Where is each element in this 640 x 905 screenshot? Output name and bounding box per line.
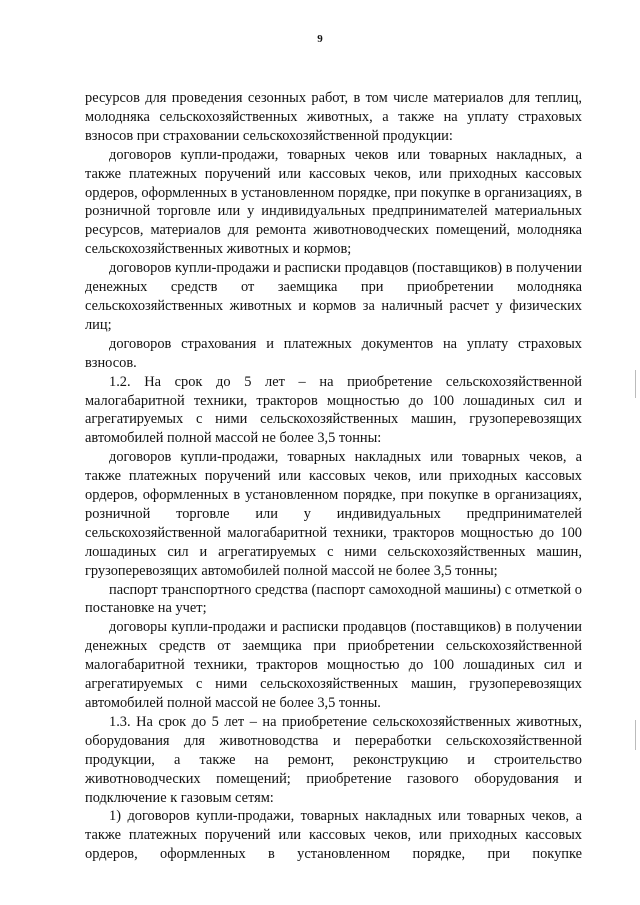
paragraph: договоров купли-продажи и расписки продавцов (поставщиков) в получении денежных средств от заемщика при приобретении молодняка сельскохозяйственных животных и кормов за наличный расчет у физических лиц; [85, 260, 582, 333]
document-body [85, 89, 582, 864]
page-number: 9 [317, 33, 323, 45]
paragraph: договоров купли-продажи, товарных чеков или товарных накладных, а также платежных поручений или кассовых чеков, или приходных кассовых ордеров, оформленных в установленном порядке, при покупке в организациях, в розничной торговле или у индивидуальных предпринимателей материальных ресурсов, материалов для ремонта животноводческих помещений, молодняка сельскохозяйственных животных и кормов; [85, 146, 582, 258]
paragraph: договоров купли-продажи, товарных накладных или товарных чеков, а также платежных поручений или кассовых чеков, или приходных кассовых ордеров, оформленных в установленном порядке, при покупке в организациях, розничной торговле или у индивидуальных предпринимателей сельскохозяйственной малогабаритной техники, тракторов мощностью до 100 лошадиных сил и агрегатируемых с ними сельскохозяйственных машин, грузоперевозящих автомобилей полной массой не более 3,5 тонны; [85, 449, 582, 579]
paragraph: договоров страхования и платежных документов на уплату страховых взносов. [85, 335, 582, 371]
paragraph-continuation: ресурсов для проведения сезонных работ, в том числе материалов для теплиц, молодняка сельскохозяйственных животных, а также на уплату страховых взносов при страховании сельскохозяйственной продукции: [85, 90, 582, 144]
scan-edge-mark [635, 720, 636, 750]
scan-edge-mark [635, 370, 636, 398]
paragraph: договоры купли-продажи и расписки продавцов (поставщиков) в получении денежных средств от заемщика при приобретении сельскохозяйственной малогабаритной техники, тракторов мощностью до 100 лошадиных сил и агрегатируемых с ними сельскохозяйственных машин, грузоперевозящих автомобилей полной массой не более 3,5 тонны. [85, 619, 582, 711]
paragraph-item-1-3: 1.3. На срок до 5 лет – на приобретение сельскохозяйственных животных, оборудования для животноводства и переработки сельскохозяйственной продукции, а также на ремонт, реконструкцию и строительство животноводческих помещений; приобретение газового оборудования и подключение к газовым сетям: [85, 713, 582, 806]
paragraph: паспорт транспортного средства (паспорт самоходной машины) с отметкой о постановке на учет; [85, 581, 582, 617]
paragraph-item-1-2: 1.2. На срок до 5 лет – на приобретение сельскохозяйственной малогабаритной техники, тракторов мощностью до 100 лошадиных сил и агрегатируемых с ними сельскохозяйственных машин, грузоперевозящих автомобилей полной массой не более 3,5 тонны: [85, 373, 582, 447]
paragraph: 1) договоров купли-продажи, товарных накладных или товарных чеков, а также платежных поручений или кассовых чеков, или приходных кассовых ордеров, оформленных в установленном порядке, при покупке [85, 808, 582, 863]
